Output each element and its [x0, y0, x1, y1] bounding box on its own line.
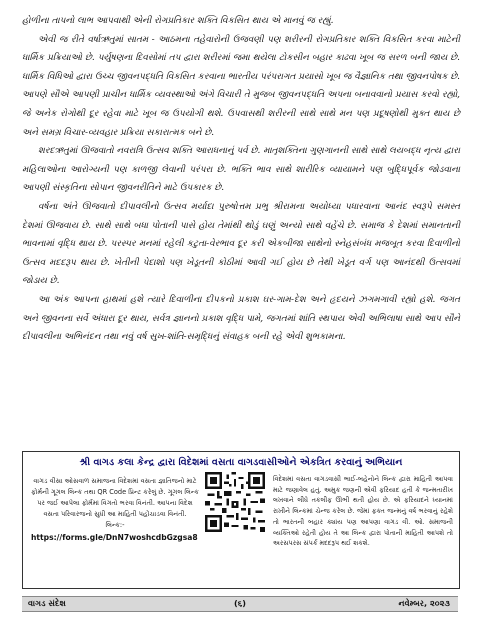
article-body	[22, 12, 460, 347]
article-paragraph: એવી જ રીતે વર્ષાઋતુમાં સાતમ - આઠમના તહેવારોની ઉજવણી પણ શરીરની રોગપ્રતિકાર શક્તિ વિકસિત કરવા માટેની ધાર્મિક પ્રક્રિયાઓ છે. પર્યુષણના દિવસોમાં તપ દ્વારા શરીરમાં જમા થયેલા ટોકસીન બહાર કાઢવા ખૂબ જ સરળ બની જાય છે. ધાર્મિક વિધિઓ દ્વારા ઉચ્ચ જીવનપદ્ધતિ વિકસિત કરવાના ભારતીય પરંપરાગત પ્રયાસો ખૂબ જ વૈજ્ઞાનિક તથા જીવનપોષક છે. આપણે સૌએ આપણી પ્રાચીન ધાર્મિક વ્યવસ્થાઓ અંગે વિચારી તે મુજબ જીવનપદ્ધતિ અપના બનાવવાનો પ્રયાસ કરવો રહ્યો, જે અનેક રોગોથી દૂર રહેવા માટે ખૂબ જ ઉપયોગી થશે. ઉપવાસથી શરીરની સાથે સાથે મન પણ પ્રદૂષણોથી મુક્ત થાય છે અને સમગ્ર વિચાર-વ્યવહાર પ્રક્રિયા સકારાત્મક બને છે.	[22, 34, 460, 138]
page-number: (૬)	[233, 598, 247, 608]
campaign-title: શ્રી વાગડ કલા કેન્દ્ર દ્વારા વિદેશમાં વસતા વાગડવાસીઓને એકત્રિત કરવાનું અભિયાન	[79, 457, 403, 468]
article-paragraph: વર્ષના અંતે ઊજવાતો દીપાવલીનો ઉત્સવ મર્યાદા પુરુષોત્તમ પ્રભુ શ્રીરામના અયોધ્યા પધારવાના આનંદ સ્વરૂપે સમસ્ત દેશમાં ઊજવાય છે. સાથે સાથે બધા પોતાની પાસે હોય તેમાંથી થોડું ઘણું અન્યો સાથે વહેંચે છે. સમાજ કે દેશમાં સમાનતાની ભાવનામાં વૃદ્ધિ થાય છે. પરસ્પર મનમાં રહેલી કટુતા-વેરભાવ દૂર કરી એકબીજા સાથેનો સ્નેહસંબંધ મજબૂત કરવા દિવાળીનો ઉત્સવ મદદરૂપ થાય છે. ખેતીની પેદાશો પણ ખેડૂતની કોઠીમાં આવી ગઈ હોય છે તેથી ખેડૂત વર્ગ પણ આનંદથી ઉત્સવમાં જોડાય છે.	[22, 201, 460, 287]
campaign-right-text: વિદેશમાં વસતા વાગડવાસી ભાઈ-બહેનોને લિન્ક દ્વારા માહિતી આપવા માટે જણાવેલ હતું. અમુક જણની એવી ફરિયાદ હતી કે જન્મતારીખ લખવાને લીધે તકલીફ ઊભી થતી હોય છે. એ ફરિયાદને ધ્યાનમાં રાખીને લિન્કમાં ચેન્જ કરેલ છે. જેમાં ફક્ત જન્મનું વર્ષ ભરવાનું રહેશે તો ભારતની બહાર ક્યાંય પણ આપણા વાગડ વી. ઓ. સમાજની વ્યક્તિઓ રહેતી હોય તે આ લિન્ક દ્વારા પોતાની માહિતી આપશે તો અરસપરસ સંપર્ક મદદરૂપ થઈ શકશે.	[273, 475, 453, 548]
link-label: લિન્ક:-	[105, 521, 125, 529]
campaign-left-text: વાગડ વીસા ઓસવાળ સમાજના વિદેશમાં વસતા જ્ઞાતિજનો માટે ફોર્મની ગૂગલ લિન્ક તથા QR Code પ્રિન્ટ કરેલું છે. ગૂગલ લિન્ક પર જઈ આપેલા ફોર્મમાં વિગતો ભરવા વિનંતી. આપના વિદેશ વસતા પરિવારજનો સુધી આ માહિતી પહોંચાડવા વિનંતી.	[31, 477, 199, 518]
form-link[interactable]: https://forms.gle/DnN7woshcdbGzgsa8	[31, 533, 198, 542]
campaign-notice-box	[22, 451, 460, 589]
campaign-left-text-block	[31, 476, 199, 543]
article-paragraph: હોળીના તાપનો લાભ આપવાથી એની રોગપ્રતિકાર શક્તિ વિકસિત થાય એ માનવું જ રહ્યું.	[22, 16, 334, 26]
issue-date: નવેમ્બર, ૨૦૨૩	[398, 598, 450, 608]
qr-code-icon[interactable]	[205, 472, 265, 532]
magazine-name: વાગડ સંદેશ	[28, 598, 66, 608]
article-paragraph: આ અંક આપના હાથમાં હશે ત્યારે દિવાળીના દીપકનો પ્રકાશ ઘર-ગામ-દેશ અને હૃદયને ઝગમગાવી રહ્યો હશે. જગત અને જીવનના સર્વે અંધારા દૂર થાય, સર્વત્ર જ્ઞાનનો પ્રકાશ વૃદ્ધિ પામે, જગતમાં શાંતિ સ્થપાય એવી અભિલાષા સાથે આપ સૌને દીપાવલીના અભિનંદન તથા નવું વર્ષ સુખ-શાંતિ-સમૃદ્ધિનું સંવાહક બની રહે એવી શુભકામના.	[22, 294, 460, 343]
article-paragraph: શરદઋતુમાં ઊજવાતો નવરાત્રિ ઉત્સવ શક્તિ આરાધનાનું પર્વ છે. માતૃશક્તિના ગુણગાનની સાથે સાથે લયબદ્ધ નૃત્ય દ્વારા મહિલાઓના આરોગ્યની પણ કાળજી લેવાની પરંપરા છે. ભક્તિ ભાવ સાથે શારીરિક વ્યાયામને પણ બુદ્ધિપૂર્વક જોડવાના આપણી સંસ્કૃતિના સોપાન જીવનરીતિને માટે ઉપકારક છે.	[22, 146, 460, 194]
page-footer	[22, 596, 458, 612]
